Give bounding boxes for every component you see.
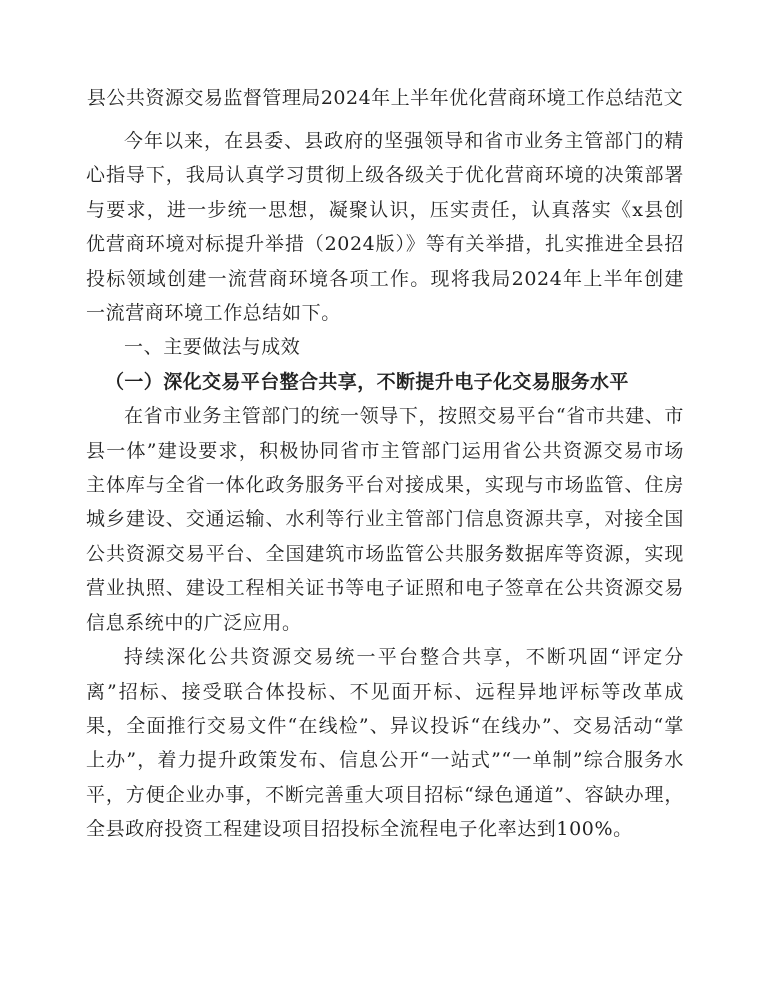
- body-paragraph-2: 持续深化公共资源交易统一平台整合共享，不断巩固“评定分离”招标、接受联合体投标、不见面开标、远程异地评标等改革成果，全面推行交易文件“在线检”、异议投诉“在线办”、交易活动“掌上办”，着力提升政策发布、信息公开“一站式”“一单制”综合服务水平，方便企业办事，不断完善重大项目招标“绿色通道”、容缺办理，全县政府投资工程建设项目招投标全流程电子化率达到100%。: [86, 646, 684, 841]
- document-title: 县公共资源交易监督管理局2024年上半年优化营商环境工作总结范文: [86, 87, 684, 109]
- body-paragraph-1: 在省市业务主管部门的统一领导下，按照交易平台“省市共建、市县一体”建设要求，积极协同省市主管部门运用省公共资源交易市场主体库与全省一体化政务服务平台对接成果，实现与市场监管、住房城乡建设、交通运输、水利等行业主管部门信息资源共享，对接全国公共资源交易平台、全国建筑市场监管公共服务数据库等资源，实现营业执照、建设工程相关证书等电子证照和电子签章在公共资源交易信息系统中的广泛应用。: [86, 405, 684, 634]
- section-heading-1: 一、主要做法与成效: [124, 336, 301, 359]
- intro-paragraph: 今年以来，在县委、县政府的坚强领导和省市业务主管部门的精心指导下，我局认真学习贯彻上级各级关于优化营商环境的决策部署与要求，进一步统一思想，凝聚认识，压实责任，认真落实《x县创优营商环境对标提升举措（2024版）》等有关举措，扎实推进全县招投标领域创建一流营商环境各项工作。现将我局2024年上半年创建一流营商环境工作总结如下。: [86, 130, 684, 325]
- subsection-heading-1: （一）深化交易平台整合共享，不断提升电子化交易服务水平: [105, 370, 629, 393]
